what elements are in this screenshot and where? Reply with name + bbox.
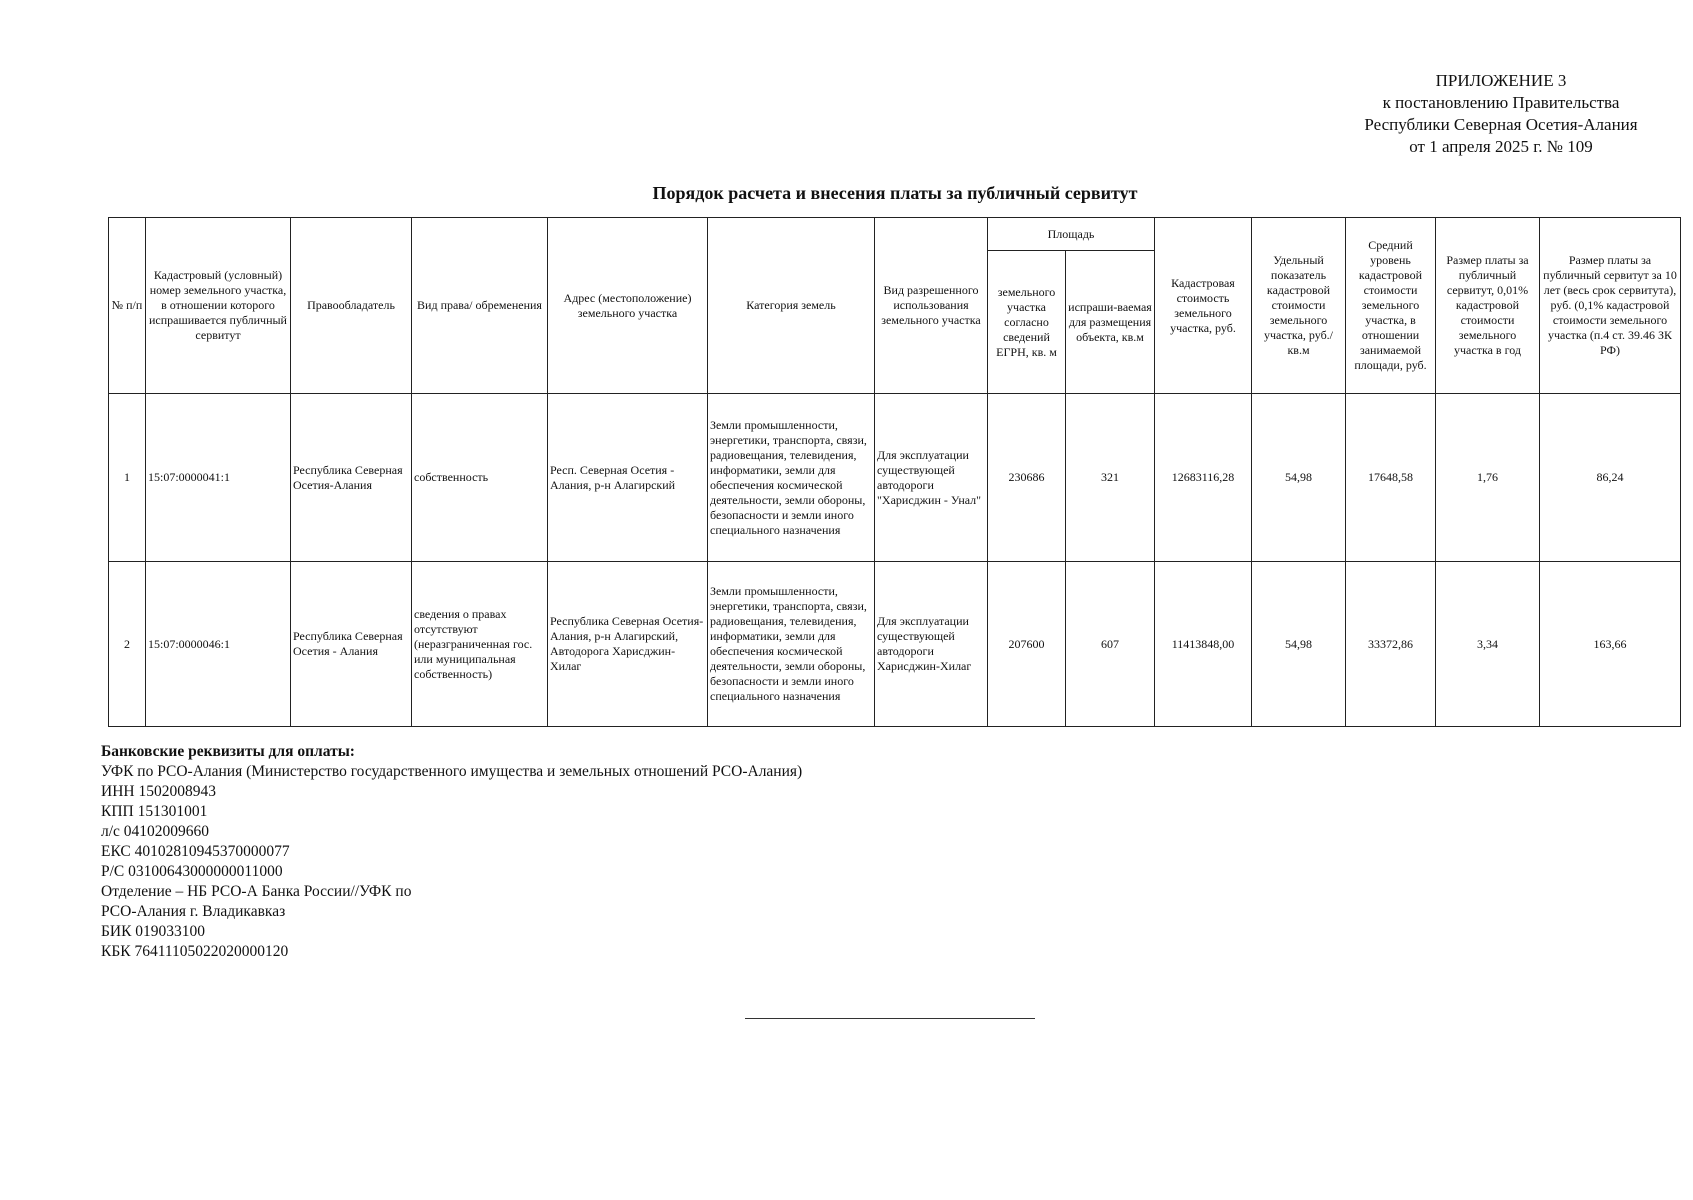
cell-area-requested: 607 xyxy=(1066,562,1155,727)
bank-branch-city: РСО-Алания г. Владикавказ xyxy=(101,903,286,920)
header-land-category: Категория земель xyxy=(708,218,875,394)
cell-area-parcel: 230686 xyxy=(988,394,1066,562)
appendix-header xyxy=(1321,70,1681,158)
cell-num: 1 xyxy=(109,394,146,562)
header-ten-year-fee: Размер платы за публичный сервитут за 10 лет (весь срок сервитута), руб. (0,1% кадастровой стоимости земельного участка (п.4 ст. 39.46 ЗК РФ) xyxy=(1540,218,1681,394)
table-row xyxy=(109,394,1681,562)
cell-area-parcel: 207600 xyxy=(988,562,1066,727)
cell-specific-value: 54,98 xyxy=(1252,562,1346,727)
closing-divider-line xyxy=(745,1018,1035,1019)
bank-settlement-account: Р/С 03100643000000011000 xyxy=(101,863,283,880)
header-permitted-use: Вид разрешенного использования земельного участка xyxy=(875,218,988,394)
cell-ten-year-fee: 86,24 xyxy=(1540,394,1681,562)
cell-ten-year-fee: 163,66 xyxy=(1540,562,1681,727)
header-average-level: Средний уровень кадастровой стоимости земельного участка, в отношении занимаемой площади, руб. xyxy=(1346,218,1436,394)
cell-annual-fee: 3,34 xyxy=(1436,562,1540,727)
bank-inn: ИНН 1502008943 xyxy=(101,783,216,800)
table-header-row xyxy=(109,218,1681,251)
header-area-requested: испраши-ваемая для размещения объекта, кв.м xyxy=(1066,251,1155,394)
bank-treasury-account: ЕКС 40102810945370000077 xyxy=(101,843,290,860)
header-address: Адрес (местоположение) земельного участка xyxy=(548,218,708,394)
bank-personal-account: л/с 04102009660 xyxy=(101,823,210,840)
bank-details-heading: Банковские реквизиты для оплаты: xyxy=(101,743,355,760)
header-annual-fee: Размер платы за публичный сервитут, 0,01% кадастровой стоимости земельного участка в год xyxy=(1436,218,1540,394)
cell-land-category: Земли промышленности, энергетики, транспорта, связи, радиовещания, телевидения, информатики, земли для обеспечения космической деятельности, земли обороны, безопасности и земли иного специального назначения xyxy=(708,394,875,562)
header-owner: Правообладатель xyxy=(291,218,412,394)
header-cadastral-value: Кадастровая стоимость земельного участка, руб. xyxy=(1155,218,1252,394)
cell-num: 2 xyxy=(109,562,146,727)
document-title: Порядок расчета и внесения платы за публичный сервитут xyxy=(652,183,1138,203)
cell-owner: Республика Северная Осетия - Алания xyxy=(291,562,412,727)
appendix-republic: Республики Северная Осетия-Алания xyxy=(1364,115,1638,134)
servitude-table xyxy=(108,217,1681,727)
cell-cadastral-number: 15:07:0000046:1 xyxy=(146,562,291,727)
bank-kbk: КБК 76411105022020000120 xyxy=(101,943,289,960)
cell-permitted-use: Для эксплуатации существующей автодороги "Харисджин - Унал" xyxy=(875,394,988,562)
header-num: № п/п xyxy=(109,218,146,394)
cell-cadastral-value: 11413848,00 xyxy=(1155,562,1252,727)
cell-cadastral-value: 12683116,28 xyxy=(1155,394,1252,562)
header-right-type: Вид права/ обременения xyxy=(412,218,548,394)
table-row xyxy=(109,562,1681,727)
cell-average-level: 33372,86 xyxy=(1346,562,1436,727)
cell-average-level: 17648,58 xyxy=(1346,394,1436,562)
cell-permitted-use: Для эксплуатации существующей автодороги Харисджин-Хилаг xyxy=(875,562,988,727)
bank-details xyxy=(101,742,802,962)
appendix-date: от 1 апреля 2025 г. № 109 xyxy=(1409,137,1593,156)
cell-address: Республика Северная Осетия-Алания, р-н Алагирский, Автодорога Харисджин-Хилаг xyxy=(548,562,708,727)
cell-land-category: Земли промышленности, энергетики, транспорта, связи, радиовещания, телевидения, информатики, земли для обеспечения космической деятельности, земли обороны, безопасности и земли иного специального назначения xyxy=(708,562,875,727)
bank-bik: БИК 019033100 xyxy=(101,923,206,940)
cell-cadastral-number: 15:07:0000041:1 xyxy=(146,394,291,562)
cell-annual-fee: 1,76 xyxy=(1436,394,1540,562)
bank-kpp: КПП 151301001 xyxy=(101,803,208,820)
header-specific-value: Удельный показатель кадастровой стоимости земельного участка, руб./кв.м xyxy=(1252,218,1346,394)
cell-area-requested: 321 xyxy=(1066,394,1155,562)
appendix-decree: к постановлению Правительства xyxy=(1382,93,1620,112)
header-area-group: Площадь xyxy=(988,218,1155,251)
appendix-number: ПРИЛОЖЕНИЕ 3 xyxy=(1435,71,1567,90)
cell-owner: Республика Северная Осетия-Алания xyxy=(291,394,412,562)
cell-right-type: сведения о правах отсутствуют (неразграниченная гос. или муниципальная собственность) xyxy=(412,562,548,727)
header-cadastral-number: Кадастровый (условный) номер земельного участка, в отношении которого испрашивается публичный сервитут xyxy=(146,218,291,394)
bank-branch: Отделение – НБ РСО-А Банка России//УФК по xyxy=(101,883,412,900)
cell-address: Респ. Северная Осетия - Алания, р-н Алагирский xyxy=(548,394,708,562)
header-area-parcel: земельного участка согласно сведений ЕГРН, кв. м xyxy=(988,251,1066,394)
cell-specific-value: 54,98 xyxy=(1252,394,1346,562)
bank-recipient: УФК по РСО-Алания (Министерство государственного имущества и земельных отношений РСО-Алания) xyxy=(101,763,803,780)
cell-right-type: собственность xyxy=(412,394,548,562)
